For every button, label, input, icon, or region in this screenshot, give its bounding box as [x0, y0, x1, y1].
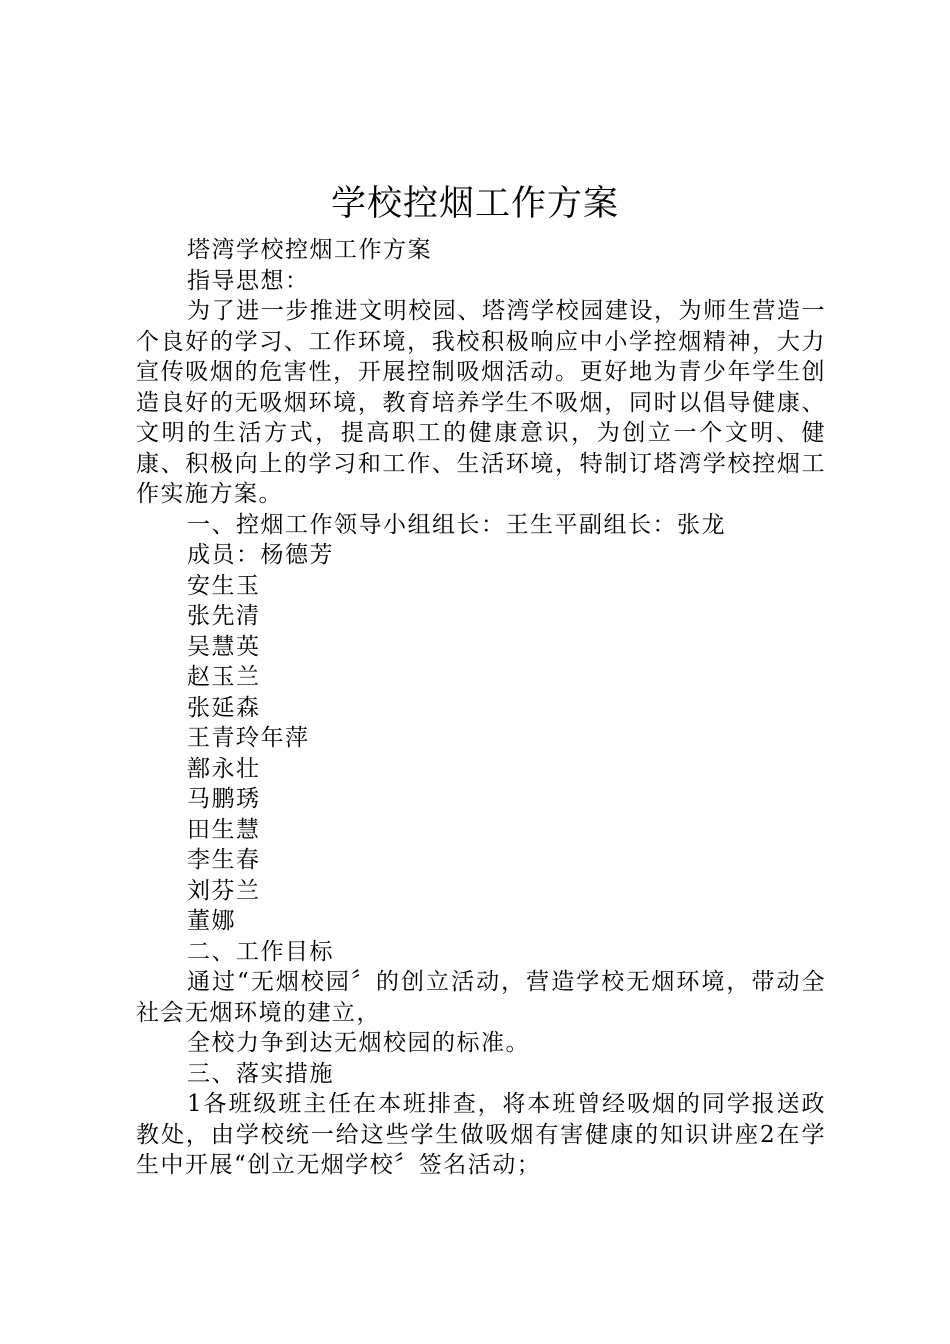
paragraph: 赵玉兰: [187, 664, 261, 690]
paragraph: 通过“无烟校园〞的创立活动，营造学校无烟环境，带动全社会无烟环境的建立，: [136, 969, 826, 1026]
paragraph: 一、控烟工作领导小组组长：王生平副组长：张龙: [187, 511, 726, 538]
paragraph: 董娜: [187, 908, 236, 934]
paragraph: 刘芬兰: [187, 877, 261, 904]
paragraph: 安生玉: [187, 572, 261, 599]
paragraph: 李生春: [187, 847, 261, 873]
paragraph: 塔湾学校控烟工作方案: [187, 237, 432, 263]
paragraph: 吴慧英: [187, 633, 261, 660]
paragraph: 成员：杨德芳: [187, 542, 334, 568]
paragraph: 1各班级班主任在本班排查，将本班曾经吸烟的同学报送政教处，由学校统一给这些学生做吸烟有害健康的知识讲座2在学生中开展“创立无烟学校〞签名活动；: [136, 1091, 826, 1178]
paragraph: 二、工作目标: [187, 938, 334, 965]
paragraph: 全校力争到达无烟校园的标准。: [187, 1030, 530, 1056]
paragraph: 张先清: [187, 603, 261, 629]
paragraph: 张延森: [187, 694, 261, 721]
document-body: [136, 235, 826, 1181]
document-title: 学校控烟工作方案: [330, 184, 619, 224]
paragraph: 田生慧: [187, 816, 261, 843]
paragraph: 三、落实措施: [187, 1060, 334, 1087]
paragraph: 王青玲年萍: [187, 725, 310, 751]
paragraph: 马鹏琇: [187, 786, 261, 812]
paragraph: 指导思想：: [187, 267, 310, 294]
paragraph: 鄯永壮: [187, 755, 261, 782]
paragraph: 为了进一步推进文明校园、塔湾学校园建设，为师生营造一个良好的学习、工作环境，我校积极响应中小学控烟精神，大力宣传吸烟的危害性，开展控制吸烟活动。更好地为青少年学生创造良好的无吸烟环境，教育培养学生不吸烟，同时以倡导健康、文明的生活方式，提高职工的健康意识，为创立一个文明、健康、积极向上的学习和工作、生活环境，特制订塔湾学校控烟工作实施方案。: [136, 298, 826, 507]
